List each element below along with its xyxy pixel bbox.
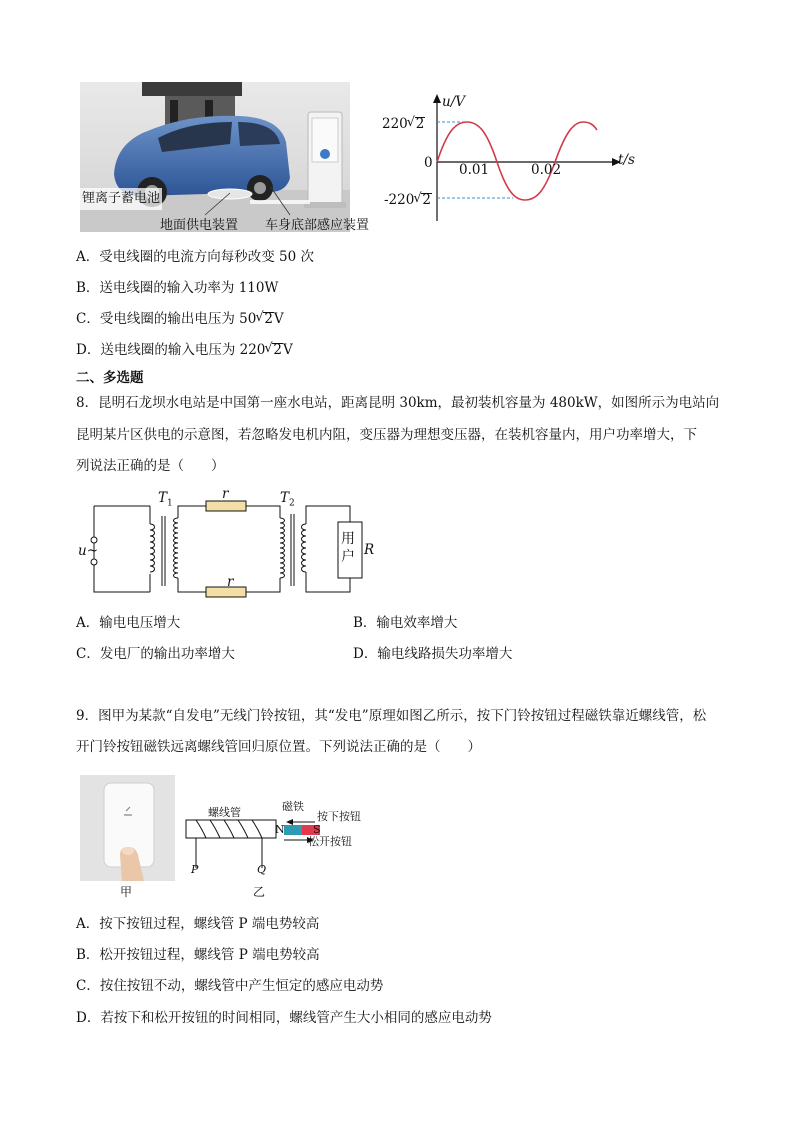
y-min-label: -220√ 2	[384, 190, 432, 210]
resistor-bottom-label: r	[227, 574, 234, 590]
q8-stem-line2: 昆明某片区供电的示意图，若忽略发电机内阻，变压器为理想变压器，在装机容量内，用户功率增大，下	[76, 427, 697, 443]
battery-label: 锂离子蓄电池	[82, 191, 161, 206]
label-yi: 乙	[253, 885, 266, 899]
q9-option-b[interactable]: B．松开按钮过程，螺线管 P 端电势较高	[76, 947, 320, 963]
q8-stem-line3: 列说法正确的是（ ）	[76, 458, 225, 474]
press-label: 按下按钮	[317, 810, 361, 823]
tick-0.02: 0.02	[531, 162, 562, 178]
q8-option-d[interactable]: D．输电线路损失功率增大	[353, 646, 513, 662]
source-label: u~	[78, 543, 99, 559]
q7-option-c[interactable]: C．受电线圈的输出电压为 50√ 2V	[76, 309, 284, 329]
transformer-t2-label: $T_2$	[280, 490, 295, 509]
q9-option-d[interactable]: D．若按下和松开按钮的时间相同，螺线管产生大小相同的感应电动势	[76, 1010, 492, 1026]
release-label: 松开按钮	[308, 835, 352, 848]
q9-option-a[interactable]: A．按下按钮过程，螺线管 P 端电势较高	[76, 916, 320, 932]
ground-device-label: 地面供电装置	[160, 218, 239, 233]
coil-label: 螺线管	[208, 806, 241, 819]
user-label: 用户	[341, 531, 355, 565]
q9-stem-line2: 开门铃按钮磁铁远离螺线管回归原位置。下列说法正确的是（ ）	[76, 739, 481, 755]
label-jia: 甲	[120, 885, 133, 899]
sine-wave-graph	[375, 86, 645, 236]
q7-option-b[interactable]: B．送电线圈的输入功率为 110W	[76, 280, 279, 296]
resistor-top-label: r	[222, 486, 229, 502]
tick-0.01: 0.01	[459, 162, 490, 178]
s-pole-label: S	[313, 823, 321, 836]
q8-stem-line1: 8．昆明石龙坝水电站是中国第一座水电站，距离昆明 30km，最初装机容量为 480kW，如图所示为电站向	[76, 395, 720, 411]
q8-option-b[interactable]: B．输电效率增大	[353, 615, 458, 631]
ev-charging-photo	[80, 82, 350, 232]
q8-option-a[interactable]: A．输电电压增大	[76, 615, 181, 631]
q8-option-c[interactable]: C．发电厂的输出功率增大	[76, 646, 235, 662]
y-axis-label: u/V	[442, 94, 465, 110]
y-max-label: 220√ 2	[382, 114, 425, 134]
car-device-label: 车身底部感应装置	[265, 218, 370, 233]
p-terminal-label: P	[191, 863, 199, 876]
x-axis-label: t/s	[618, 152, 635, 168]
section-title: 二、多选题	[76, 370, 144, 386]
n-pole-label: N	[275, 823, 285, 836]
q9-option-c[interactable]: C．按住按钮不动，螺线管中产生恒定的感应电动势	[76, 978, 384, 994]
q7-option-a[interactable]: A．受电线圈的电流方向每秒改变 50 次	[76, 249, 315, 265]
magnet-label: 磁铁	[282, 800, 304, 813]
transformer-t1-label: $T_1$	[158, 490, 173, 509]
q9-stem-line1: 9．图甲为某款“自发电”无线门铃按钮，其“发电”原理如图乙所示，按下门铃按钮过程磁铁靠近螺线管，松	[76, 708, 707, 724]
doorbell-photo	[80, 775, 175, 881]
q7-option-d[interactable]: D．送电线圈的输入电压为 220√ 2V	[76, 340, 293, 360]
origin-label: 0	[424, 155, 433, 171]
q-terminal-label: Q	[257, 863, 267, 876]
load-r-label: R	[364, 542, 375, 558]
